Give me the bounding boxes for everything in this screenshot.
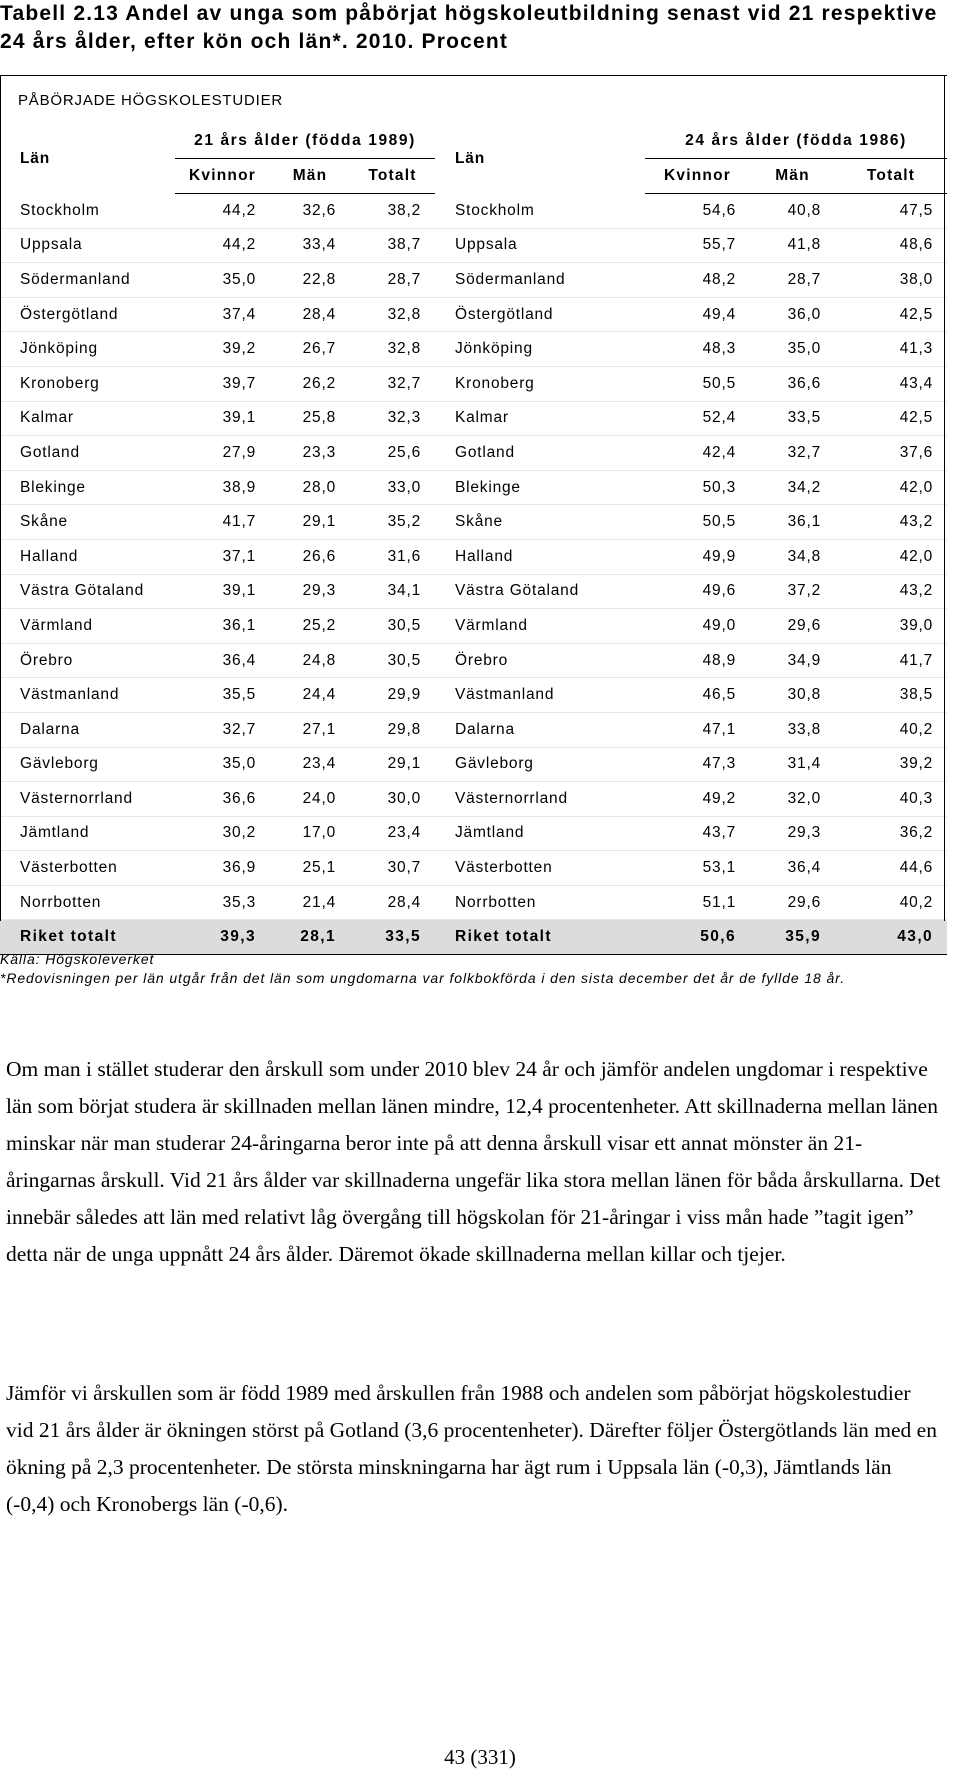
lan-cell-right: Jämtland xyxy=(435,816,645,851)
group-header-24: 24 års ålder (födda 1986) xyxy=(645,124,947,159)
value-man-24: 34,9 xyxy=(750,643,835,678)
lan-cell-right: Gotland xyxy=(435,436,645,471)
lan-cell-right: Gävleborg xyxy=(435,747,645,782)
value-man-24: 41,8 xyxy=(750,228,835,263)
value-kvinnor-24: 49,0 xyxy=(645,609,750,644)
value-totalt-21: 29,9 xyxy=(350,678,435,713)
value-man-24: 31,4 xyxy=(750,747,835,782)
lan-cell-right: Uppsala xyxy=(435,228,645,263)
table-row xyxy=(0,816,947,851)
table-row xyxy=(0,539,947,574)
value-man-21: 24,0 xyxy=(270,782,350,817)
value-kvinnor-21: 30,2 xyxy=(175,816,270,851)
value-man-21: 33,4 xyxy=(270,228,350,263)
lan-cell-right: Kronoberg xyxy=(435,366,645,401)
value-man-21: 29,1 xyxy=(270,505,350,540)
value-totalt-24: 40,2 xyxy=(835,712,947,747)
value-totalt-24: 48,6 xyxy=(835,228,947,263)
sub-header-totalt-21: Totalt xyxy=(350,159,435,194)
value-kvinnor-21: 36,1 xyxy=(175,609,270,644)
value-man-24: 35,9 xyxy=(750,920,835,955)
value-totalt-24: 43,0 xyxy=(835,920,947,955)
value-man-21: 23,4 xyxy=(270,747,350,782)
lan-cell: Stockholm xyxy=(0,194,175,229)
value-totalt-24: 38,5 xyxy=(835,678,947,713)
body-paragraph-2: Jämför vi årskullen som är född 1989 med årskullen från 1988 och andelen som påbörjat högskolestudier vid 21 års ålder är ökningen störst på Gotland (3,6 procentenheter). Därefter följer Östergötlands län med en ökning på 2,3 procentenheter. De största minskningarna har ägt rum i Uppsala län (-0,3), Jämtlands län (-0,4) och Kronobergs län (-0,6). xyxy=(6,1381,937,1516)
table-row xyxy=(0,297,947,332)
lan-cell-right: Stockholm xyxy=(435,194,645,229)
table-row xyxy=(0,505,947,540)
group-header-21: 21 års ålder (födda 1989) xyxy=(175,124,435,159)
lan-cell: Kronoberg xyxy=(0,366,175,401)
table-row xyxy=(0,470,947,505)
value-kvinnor-21: 36,6 xyxy=(175,782,270,817)
sub-header-kvinnor-24: Kvinnor xyxy=(645,159,750,194)
value-totalt-21: 35,2 xyxy=(350,505,435,540)
lan-cell: Riket totalt xyxy=(0,920,175,955)
value-kvinnor-21: 35,3 xyxy=(175,885,270,920)
value-man-21: 32,6 xyxy=(270,194,350,229)
value-totalt-21: 25,6 xyxy=(350,436,435,471)
value-kvinnor-24: 50,5 xyxy=(645,366,750,401)
value-kvinnor-21: 36,4 xyxy=(175,643,270,678)
lan-cell-right: Södermanland xyxy=(435,263,645,298)
value-totalt-24: 41,7 xyxy=(835,643,947,678)
table-row xyxy=(0,263,947,298)
table-row xyxy=(0,885,947,920)
sub-header-man-24: Män xyxy=(750,159,835,194)
value-man-24: 29,6 xyxy=(750,609,835,644)
value-totalt-21: 30,5 xyxy=(350,643,435,678)
value-man-24: 36,1 xyxy=(750,505,835,540)
lan-cell: Jönköping xyxy=(0,332,175,367)
lan-cell: Halland xyxy=(0,539,175,574)
value-man-21: 26,6 xyxy=(270,539,350,574)
value-kvinnor-24: 55,7 xyxy=(645,228,750,263)
value-totalt-21: 34,1 xyxy=(350,574,435,609)
value-totalt-21: 32,7 xyxy=(350,366,435,401)
value-man-24: 34,2 xyxy=(750,470,835,505)
lan-cell-right: Västerbotten xyxy=(435,851,645,886)
value-totalt-24: 42,5 xyxy=(835,401,947,436)
value-kvinnor-24: 48,2 xyxy=(645,263,750,298)
lan-cell-right: Riket totalt xyxy=(435,920,645,955)
value-man-24: 32,0 xyxy=(750,782,835,817)
value-kvinnor-24: 49,4 xyxy=(645,297,750,332)
value-totalt-21: 32,8 xyxy=(350,332,435,367)
lan-column-header-left: Län xyxy=(20,149,50,167)
value-man-21: 24,4 xyxy=(270,678,350,713)
table-row xyxy=(0,401,947,436)
lan-cell-right: Värmland xyxy=(435,609,645,644)
table-row xyxy=(0,747,947,782)
value-totalt-24: 38,0 xyxy=(835,263,947,298)
value-kvinnor-24: 54,6 xyxy=(645,194,750,229)
lan-cell-right: Halland xyxy=(435,539,645,574)
lan-cell-right: Blekinge xyxy=(435,470,645,505)
lan-cell: Blekinge xyxy=(0,470,175,505)
value-kvinnor-21: 39,1 xyxy=(175,574,270,609)
value-man-21: 24,8 xyxy=(270,643,350,678)
value-kvinnor-24: 43,7 xyxy=(645,816,750,851)
value-man-24: 30,8 xyxy=(750,678,835,713)
lan-cell: Uppsala xyxy=(0,228,175,263)
value-totalt-21: 33,0 xyxy=(350,470,435,505)
lan-cell-right: Skåne xyxy=(435,505,645,540)
value-kvinnor-24: 49,9 xyxy=(645,539,750,574)
value-kvinnor-24: 53,1 xyxy=(645,851,750,886)
value-man-24: 40,8 xyxy=(750,194,835,229)
value-kvinnor-24: 50,5 xyxy=(645,505,750,540)
table-row xyxy=(0,332,947,367)
value-man-21: 22,8 xyxy=(270,263,350,298)
lan-cell: Gävleborg xyxy=(0,747,175,782)
value-kvinnor-24: 50,6 xyxy=(645,920,750,955)
value-totalt-24: 43,2 xyxy=(835,574,947,609)
value-kvinnor-21: 35,5 xyxy=(175,678,270,713)
table-row xyxy=(0,366,947,401)
lan-cell: Västernorrland xyxy=(0,782,175,817)
value-kvinnor-21: 39,1 xyxy=(175,401,270,436)
value-man-24: 28,7 xyxy=(750,263,835,298)
value-totalt-24: 44,6 xyxy=(835,851,947,886)
value-man-24: 33,8 xyxy=(750,712,835,747)
value-kvinnor-21: 37,1 xyxy=(175,539,270,574)
value-kvinnor-21: 39,2 xyxy=(175,332,270,367)
value-totalt-24: 43,4 xyxy=(835,366,947,401)
lan-cell: Västmanland xyxy=(0,678,175,713)
value-man-21: 25,1 xyxy=(270,851,350,886)
value-kvinnor-24: 47,3 xyxy=(645,747,750,782)
value-totalt-24: 39,2 xyxy=(835,747,947,782)
value-totalt-21: 32,3 xyxy=(350,401,435,436)
value-totalt-24: 40,2 xyxy=(835,885,947,920)
sub-header-kvinnor-21: Kvinnor xyxy=(175,159,270,194)
value-man-21: 26,7 xyxy=(270,332,350,367)
value-totalt-21: 29,1 xyxy=(350,747,435,782)
value-man-24: 32,7 xyxy=(750,436,835,471)
value-kvinnor-21: 44,2 xyxy=(175,228,270,263)
table-title: Tabell 2.13 Andel av unga som påbörjat högskoleutbildning senast vid 21 respektive 24 års ålder, efter kön och län*. 2010. Procent xyxy=(0,2,938,53)
value-kvinnor-24: 48,9 xyxy=(645,643,750,678)
value-kvinnor-21: 38,9 xyxy=(175,470,270,505)
value-kvinnor-21: 27,9 xyxy=(175,436,270,471)
lan-cell: Kalmar xyxy=(0,401,175,436)
value-totalt-24: 39,0 xyxy=(835,609,947,644)
value-totalt-21: 23,4 xyxy=(350,816,435,851)
table-row xyxy=(0,712,947,747)
lan-cell: Norrbotten xyxy=(0,885,175,920)
table-notes xyxy=(0,950,940,988)
value-man-24: 36,6 xyxy=(750,366,835,401)
lan-cell: Dalarna xyxy=(0,712,175,747)
value-man-21: 17,0 xyxy=(270,816,350,851)
value-man-21: 26,2 xyxy=(270,366,350,401)
lan-cell-right: Västernorrland xyxy=(435,782,645,817)
lan-cell-right: Västra Götaland xyxy=(435,574,645,609)
value-totalt-24: 40,3 xyxy=(835,782,947,817)
table-row xyxy=(0,678,947,713)
value-kvinnor-24: 46,5 xyxy=(645,678,750,713)
value-totalt-21: 33,5 xyxy=(350,920,435,955)
table-body xyxy=(0,194,947,955)
lan-cell: Örebro xyxy=(0,643,175,678)
value-totalt-21: 38,7 xyxy=(350,228,435,263)
lan-cell: Södermanland xyxy=(0,263,175,298)
table-row xyxy=(0,194,947,229)
value-kvinnor-21: 35,0 xyxy=(175,747,270,782)
value-man-24: 34,8 xyxy=(750,539,835,574)
value-totalt-24: 42,0 xyxy=(835,470,947,505)
lan-cell: Jämtland xyxy=(0,816,175,851)
value-kvinnor-24: 47,1 xyxy=(645,712,750,747)
value-kvinnor-24: 42,4 xyxy=(645,436,750,471)
table-row xyxy=(0,436,947,471)
value-totalt-21: 30,7 xyxy=(350,851,435,886)
value-man-21: 25,2 xyxy=(270,609,350,644)
statistics-table xyxy=(0,75,947,955)
value-totalt-21: 32,8 xyxy=(350,297,435,332)
value-man-24: 33,5 xyxy=(750,401,835,436)
lan-cell: Västra Götaland xyxy=(0,574,175,609)
lan-cell-right: Kalmar xyxy=(435,401,645,436)
lan-cell-right: Jönköping xyxy=(435,332,645,367)
lan-cell-right: Östergötland xyxy=(435,297,645,332)
value-man-24: 36,4 xyxy=(750,851,835,886)
lan-column-header-right: Län xyxy=(455,149,485,167)
value-kvinnor-24: 51,1 xyxy=(645,885,750,920)
value-kvinnor-21: 35,0 xyxy=(175,263,270,298)
value-totalt-21: 28,7 xyxy=(350,263,435,298)
value-man-21: 28,1 xyxy=(270,920,350,955)
section-label: PÅBÖRJADE HÖGSKOLESTUDIER xyxy=(0,76,947,125)
value-totalt-21: 29,8 xyxy=(350,712,435,747)
value-kvinnor-24: 49,2 xyxy=(645,782,750,817)
lan-cell-right: Dalarna xyxy=(435,712,645,747)
lan-cell-right: Västmanland xyxy=(435,678,645,713)
value-man-24: 37,2 xyxy=(750,574,835,609)
table-row xyxy=(0,574,947,609)
body-paragraph-1: Om man i stället studerar den årskull som under 2010 blev 24 år och jämför andelen ungdomar i respektive län som börjat studera är skillnaden mellan länen mindre, 12,4 procentenheter. Att skillnaderna mellan länen minskar när man studerar 24-åringarna beror inte på att denna årskull visar ett annat mönster än 21-åringarnas årskull. Vid 21 års ålder var skillnaderna ungefär lika stora mellan länen för båda årskullarna. Det innebär således att län med relativt låg övergång till högskolan för 21-åringar i viss mån hade ”tagit igen” detta när de unga uppnått 24 års ålder. Däremot ökade skillnaderna mellan killar och tjejer. xyxy=(6,1057,941,1266)
value-man-24: 29,6 xyxy=(750,885,835,920)
value-totalt-21: 38,2 xyxy=(350,194,435,229)
value-totalt-24: 41,3 xyxy=(835,332,947,367)
value-totalt-24: 42,5 xyxy=(835,297,947,332)
value-man-21: 29,3 xyxy=(270,574,350,609)
value-man-21: 27,1 xyxy=(270,712,350,747)
table-row xyxy=(0,609,947,644)
value-totalt-21: 30,5 xyxy=(350,609,435,644)
lan-cell: Västerbotten xyxy=(0,851,175,886)
lan-cell: Östergötland xyxy=(0,297,175,332)
lan-cell-right: Örebro xyxy=(435,643,645,678)
lan-cell: Skåne xyxy=(0,505,175,540)
value-kvinnor-21: 36,9 xyxy=(175,851,270,886)
value-man-21: 28,0 xyxy=(270,470,350,505)
value-kvinnor-24: 49,6 xyxy=(645,574,750,609)
value-man-24: 29,3 xyxy=(750,816,835,851)
value-totalt-24: 36,2 xyxy=(835,816,947,851)
value-kvinnor-21: 44,2 xyxy=(175,194,270,229)
value-kvinnor-21: 32,7 xyxy=(175,712,270,747)
value-man-24: 36,0 xyxy=(750,297,835,332)
lan-cell: Värmland xyxy=(0,609,175,644)
value-kvinnor-24: 50,3 xyxy=(645,470,750,505)
value-totalt-24: 42,0 xyxy=(835,539,947,574)
value-totalt-21: 31,6 xyxy=(350,539,435,574)
value-kvinnor-24: 48,3 xyxy=(645,332,750,367)
sub-header-totalt-24: Totalt xyxy=(835,159,947,194)
value-kvinnor-24: 52,4 xyxy=(645,401,750,436)
value-totalt-24: 37,6 xyxy=(835,436,947,471)
footnote: *Redovisningen per län utgår från det län som ungdomarna var folkbokförda i den sista december det år de fyllde 18 år. xyxy=(0,970,846,986)
value-totalt-21: 30,0 xyxy=(350,782,435,817)
source-note: Källa: Högskoleverket xyxy=(0,951,155,967)
page-number: 43 (331) xyxy=(444,1745,516,1769)
value-totalt-24: 47,5 xyxy=(835,194,947,229)
lan-cell-right: Norrbotten xyxy=(435,885,645,920)
value-man-24: 35,0 xyxy=(750,332,835,367)
value-man-21: 28,4 xyxy=(270,297,350,332)
value-kvinnor-21: 39,7 xyxy=(175,366,270,401)
value-totalt-21: 28,4 xyxy=(350,885,435,920)
value-kvinnor-21: 37,4 xyxy=(175,297,270,332)
value-totalt-24: 43,2 xyxy=(835,505,947,540)
value-man-21: 21,4 xyxy=(270,885,350,920)
value-kvinnor-21: 39,3 xyxy=(175,920,270,955)
table-row xyxy=(0,782,947,817)
sub-header-man-21: Män xyxy=(270,159,350,194)
lan-cell: Gotland xyxy=(0,436,175,471)
value-man-21: 23,3 xyxy=(270,436,350,471)
value-man-21: 25,8 xyxy=(270,401,350,436)
statistics-table-container xyxy=(0,75,947,955)
table-row xyxy=(0,228,947,263)
table-row xyxy=(0,851,947,886)
value-kvinnor-21: 41,7 xyxy=(175,505,270,540)
table-row xyxy=(0,643,947,678)
